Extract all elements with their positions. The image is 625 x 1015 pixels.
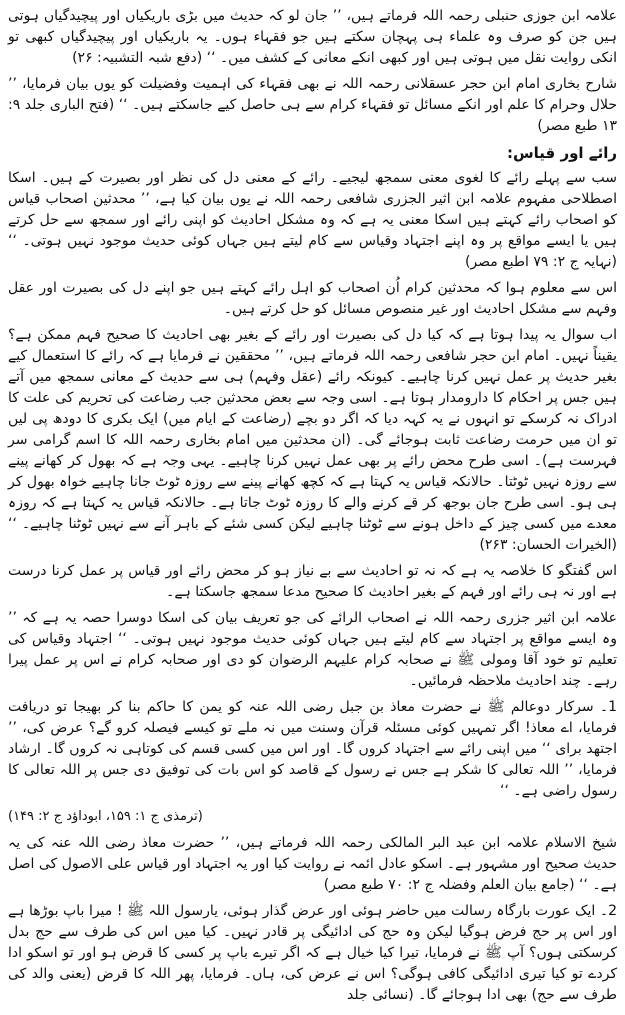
citation: (ترمذی ج ۱: ۱۵۹، ابوداؤد ج ۲: ۱۴۹)	[8, 809, 203, 824]
paragraph: علامہ ابن جوزی حنبلی رحمہ اللہ فرماتے ہیں، ’’ جان لو کہ حدیث میں بڑی باریکیاں اور پیچیدگیاں ہوتی ہیں جن کو صرف وہ علماء ہی پہچان سکتے ہیں جو فقہاء ہوں۔ یہ باریکیاں اور پیچیدگیاں کبھی تو انکی روایت نقل میں ہوتی ہیں اور کبھی انکے معانی کے کشف میں۔ ‘‘ (دفع شبہ التشبیہ: ۲۶)	[8, 8, 617, 66]
paragraph: شیخ الاسلام علامہ ابن عبد البر المالکی رحمہ اللہ فرماتے ہیں، ’’ حضرت معاذ رضی اللہ عنہ کی یہ حدیث صحیح اور مشہور ہے۔ اسکو عادل ائمہ نے روایت کیا اور یہ اجتہاد اور قیاس علی الاصول کی اصل ہے۔ ‘‘ (جامع بیان العلم وفضلہ ج ۲: ۷۰ طبع مصر)	[8, 835, 617, 893]
paragraph: 1۔ سرکار دوعالم ﷺ نے حضرت معاذ بن جبل رضی اللہ عنہ کو یمن کا حاکم بنا کر بھیجا تو دریافت فرمایا، اے معاذ! اگر تمہیں کوئی مسئلہ قرآن وسنت میں نہ ملے تو کیسے فیصلہ کرو گے؟ عرض کی، ’’ اجتھد برای ‘‘ میں اپنی رائے سے اجتہاد کروں گا۔ اور اس میں کسی قسم کی کوتاہی نہ کروں گا۔ ارشاد فرمایا، ’’ اللہ تعالی کا شکر ہے جس نے رسول کے قاصد کو اس بات کی توفیق دی جس پر اللہ تعالی کا رسول راضی ہے۔ ‘‘	[8, 699, 617, 799]
paragraph: اب سوال یہ پیدا ہوتا ہے کہ کیا دل کی بصیرت اور رائے کے بغیر بھی احادیث کا صحیح فہم ممکن ہے؟ یقیناً نہیں۔ امام ابن حجر شافعی رحمہ اللہ فرماتے ہیں، ’’ محققین نے فرمایا ہے کہ رائے کا استعمال کیے بغیر حدیث پر عمل نہیں کرنا چاہیے۔ کیونکہ رائے (عقل وفہم) ہی سے حدیث کے معانی سمجھ میں آتے ہیں جس پر احکام کا دارومدار ہوتا ہے۔ اسی وجہ سے بعض محدثین جب رضاعت کی تحریم کی علت کا ادراک نہ کرسکے تو انہوں نے یہ کہہ دیا کہ اگر دو بچے (رضاعت کے ایام میں) ایک بکری کا دودھ پی لیں تو ان میں حرمت رضاعت ثابت ہوجائے گی۔ (ان محدثین میں امام بخاری رحمہ اللہ کا اسم گرامی سر فہرست ہے)۔ اسی طرح محض رائے پر بھی عمل نہیں کرنا چاہیے۔ یہی وجہ ہے کہ بھول کر کھانے پینے سے روزہ نہیں ٹوٹتا۔ حالانکہ قیاس یہ کہتا ہے کہ کچھ کھانے پینے سے روزہ ٹوٹ جانا چاہیے خواہ بھول کر ہی ہو۔ اسی طرح جان بوجھ کر قے کرنے والے کا روزہ ٹوٹ جاتا ہے۔ حالانکہ قیاس یہ کہتا ہے کہ روزہ معدے میں کسی چیز کے داخل ہونے سے ٹوٹنا چاہیے لیکن کسی شئے کے باہر آنے سے نہیں ٹوٹنا چاہیے۔ ‘‘ (الخیرات الحسان: ۲۶۳)	[8, 327, 617, 553]
paragraph: شارح بخاری امام ابن حجر عسقلانی رحمہ اللہ نے بھی فقہاء کی اہمیت وفضیلت کو یوں بیان فرمایا، ’’ حلال وحرام کا علم اور انکے مسائل تو فقہاء کرام سے ہی حاصل کیے جاسکتے ہیں۔ ‘‘ (فتح الباری جلد ۹: ۱۳ طبع مصر)	[8, 76, 617, 134]
paragraph: 2۔ ایک عورت بارگاہ رسالت میں حاضر ہوئی اور عرض گذار ہوئی، یارسول اللہ ﷺ ! میرا باپ بوڑھا ہے اور اس پر حج فرض ہوگیا لیکن وہ حج کی ادائیگی پر قادر نہیں۔ کیا میں اس کی طرف سے حج بدل کرسکتی ہوں؟ آپ ﷺ نے فرمایا، تیرا کیا خیال ہے کہ اگر تیرے باپ پر کسی کا قرض ہو اور تو اسکو ادا کردے تو کیا تیری ادائیگی کافی ہوگی؟ اس نے عرض کی، ہاں۔ فرمایا، پھر اللہ کا قرض (یعنی والد کی طرف سے حج) بھی ادا ہوجائے گا۔ (نسائی جلد	[8, 903, 617, 1003]
paragraph: علامہ ابن اثیر جزری رحمہ اللہ نے اصحاب الرائے کی جو تعریف بیان کی اسکا دوسرا حصہ یہ ہے کہ ’’ وہ ایسے مواقع پر اجتہاد سے کام لیتے ہیں جہاں کوئی حدیث موجود نہیں ہوتی۔ ‘‘ اجتہاد وقیاس کی تعلیم تو خود آقا ومولی ﷺ نے صحابہ کرام علیہم الرضوان کو دی اور صحابہ کرام نے اس پر عمل پیرا رہے۔ چند احادیث ملاحظہ فرمائیں۔	[8, 610, 617, 689]
paragraph: اس گفتگو کا خلاصہ یہ ہے کہ نہ تو احادیث سے بے نیاز ہو کر محض رائے اور قیاس پر عمل کرنا درست ہے اور نہ ہی رائے اور فہم کے بغیر احادیث کا صحیح مدعا سمجھ جاسکتا ہے۔	[8, 563, 617, 600]
paragraph: اس سے معلوم ہوا کہ محدثین کرام اُن اصحاب کو اہل رائے کہتے ہیں جو اپنے دل کی بصیرت اور عقل وفہم سے مشکل احادیث اور غیر منصوص مسائل کو حل کرتے ہیں۔	[8, 280, 617, 317]
section-heading: رائے اور قیاس:	[506, 144, 617, 162]
paragraph: سب سے پہلے رائے کا لغوی معنی سمجھ لیجیے۔ رائے کے معنی دل کی نظر اور بصیرت کے ہیں۔ اسکا اصطلاحی مفہوم علامہ ابن اثیر الجزری شافعی رحمہ اللہ نے یوں بیان کیا ہے، ’’ محدثین اصحاب قیاس کو اصحاب رائے کہتے ہیں اسکا معنی یہ ہے کہ وہ مشکل احادیث کو اپنی رائے اور سمجھ سے حل کرتے ہیں یا ایسے مواقع پر وہ اپنے اجتہاد وقیاس سے کام لیتے ہیں جہاں کوئی حدیث موجود نہیں ہوتی۔ ‘‘ (نہایہ ج ۲: ۷۹ اطبع مصر)	[8, 170, 617, 270]
